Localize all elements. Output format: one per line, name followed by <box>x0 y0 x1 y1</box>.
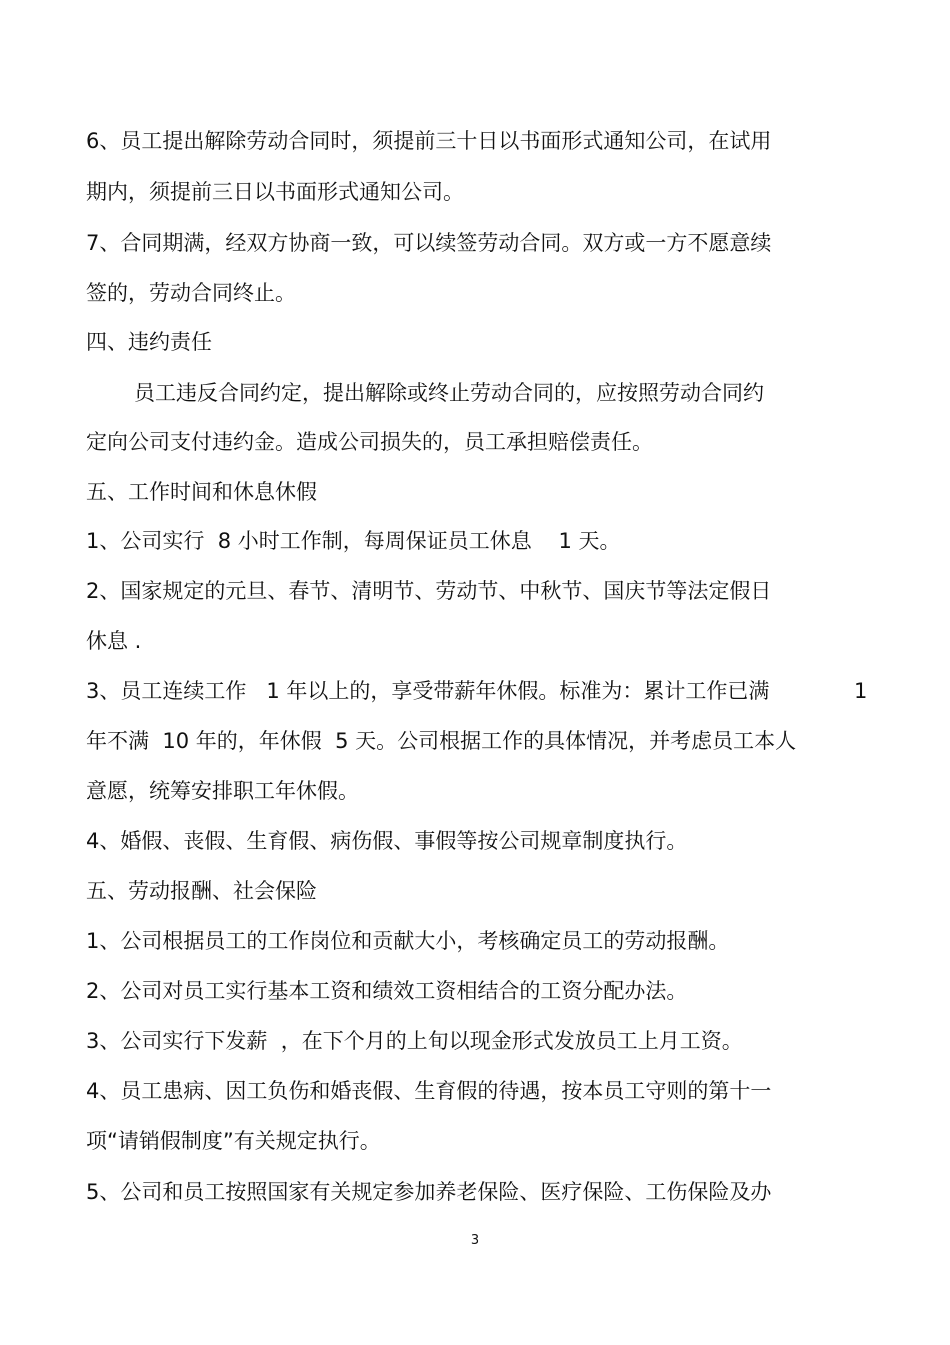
text-line: 休息 . <box>86 629 142 653</box>
text-line: 意愿，统筹安排职工年休假。 <box>86 779 359 803</box>
text-line: 期内，须提前三日以书面形式通知公司。 <box>86 180 464 204</box>
text-line: 3、员工连续工作 1 年以上的，享受带薪年休假。标准为：累计工作已满 <box>86 679 770 703</box>
text-line: 3、公司实行下发薪 ，在下个月的上旬以现金形式发放员工上月工资。 <box>86 1029 743 1053</box>
text-line-tail: 1 <box>854 679 868 703</box>
section-heading: 五、劳动报酬、社会保险 <box>86 879 317 903</box>
text-line: 员工违反合同约定，提出解除或终止劳动合同的，应按照劳动合同约 <box>134 381 764 405</box>
page-number: 3 <box>470 1233 480 1248</box>
text-line: 6、员工提出解除劳动合同时，须提前三十日以书面形式通知公司，在试用 <box>86 129 772 153</box>
text-line: 4、婚假、丧假、生育假、病伤假、事假等按公司规章制度执行。 <box>86 829 688 853</box>
text-line: 定向公司支付违约金。造成公司损失的，员工承担赔偿责任。 <box>86 430 653 454</box>
text-line: 年不满 10 年的，年休假 5 天。公司根据工作的具体情况，并考虑员工本人 <box>86 729 797 753</box>
section-heading: 五、工作时间和休息休假 <box>86 480 317 504</box>
text-line: 签的，劳动合同终止。 <box>86 281 296 305</box>
text-line: 5、公司和员工按照国家有关规定参加养老保险、医疗保险、工伤保险及办 <box>86 1180 772 1204</box>
text-line: 4、员工患病、因工负伤和婚丧假、生育假的待遇，按本员工守则的第十一 <box>86 1079 772 1103</box>
text-line: 1、公司实行 8 小时工作制，每周保证员工休息 1 天。 <box>86 529 621 553</box>
text-line: 项“请销假制度”有关规定执行。 <box>86 1129 381 1153</box>
section-heading: 四、违约责任 <box>86 330 212 354</box>
text-line: 2、国家规定的元旦、春节、清明节、劳动节、中秋节、国庆节等法定假日 <box>86 579 772 603</box>
text-line: 7、合同期满，经双方协商一致，可以续签劳动合同。双方或一方不愿意续 <box>86 231 772 255</box>
text-line: 1、公司根据员工的工作岗位和贡献大小，考核确定员工的劳动报酬。 <box>86 929 730 953</box>
text-line: 2、公司对员工实行基本工资和绩效工资相结合的工资分配办法。 <box>86 979 688 1003</box>
